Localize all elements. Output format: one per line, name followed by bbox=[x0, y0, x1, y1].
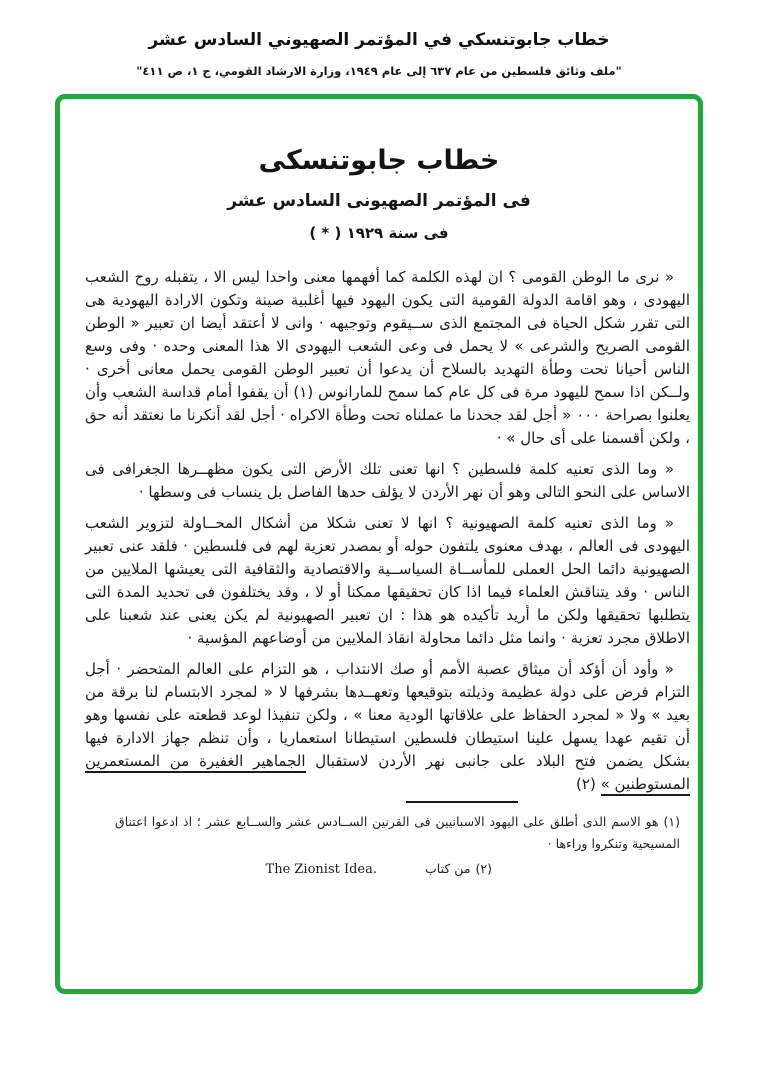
document-dateline: فى سنة ١٩٢٩ ( * ) bbox=[309, 224, 449, 242]
closing-text: « وأود أن أؤكد أن ميثاق عصبة الأمم أو صك الانتداب ، هو التزام على العالم المتحضر · أجل التزام فرض على دولة عظيمة وذيلته بتوقيعها وتعهــدها بشرفها لا « لمجرد الابتسام لنا برقة من بعيد » ولا « لمجرد الحفاظ على علاقاتها الودية معنا » ، ولكن تنفيذا لوعد قطعته على نفسها وهو أن تقيم عهدا يسهل علينا استيطان فلسطين استيطانا استعماريا ، وأن تنظم جهاز الادارة فيها بشكل يضمن فتح البلاد على جانبى نهر الأردن لاستقبال bbox=[85, 660, 690, 770]
paragraph-3: « وما الذى تعنيه كلمة الصهيونية ؟ انها لا تعنى شكلا من أشكال المحــاولة لتزوير الشعب اليهودى فى العالم ، بهدف معنوى يلتفون حوله أو بمصدر تعزية لهم فى فلسطين · فلقد عنى تعبير الصهيونية دائما الحل العملى للمأســاة السياســية والاقتصادية والثقافية التى يعيشها الملايين من الناس · وقد يتناقش العلماء فيما اذا كان تحقيقها ممكنا أو لا ، وقد يختلفون فى تحديد المدة التى يتطلبها تحقيقها ولكن ما أريد تأكيده هو هذا : ان تعبير الصهيونية لم يكن يعنى عند شعبنا على الاطلاق مجرد تعزية · وانما مثل دائما محاولة انقاذ الملايين من أوضاعهم المؤسية · bbox=[85, 514, 690, 647]
footnote-2-latin-title: The Zionist Idea. bbox=[265, 862, 378, 877]
paragraph-2: « وما الذى تعنيه كلمة فلسطين ؟ انها تعنى تلك الأرض التى يكون مظهــرها الجغرافى فى الاساس على النحو التالى وهو أن نهر الأردن لا يؤلف حدها الفاصل بل ينساب فى وسطها · bbox=[85, 460, 690, 501]
closing-underlined-text: الجماهير الغفيرة من المستعمرين المستوطنين » bbox=[85, 752, 690, 796]
footnotes bbox=[60, 811, 698, 881]
paragraph-1: « نرى ما الوطن القومى ؟ ان لهذه الكلمة كما أفهمها معنى واحدا ليس الا ، يتقبله روح الشعب اليهودى ، وهو اقامة الدولة القومية التى يكون اليهود فيها أغلبية صينة وتكون الارادة اليهودية هى التى تقرر شكل الحياة فى المجتمع الذى ســيقوم وتوجيهه · وانى لا أعتقد أيضا ان تعبير « الوطن القومى الصريح والشرعى » لا يحمل فى وعى الشعب اليهودى الا هذا المعنى وحده · وفى وسع الناس أحيانا تحت وطأة التهديد بالسلاح أن يدعوا أن تعبير الوطن القومى يحمل معانى أخرى · ولــكن اذا سمح لليهود مرة فى كل عام كما سمح للمارانوس (١) أن يقفوا أمام قداسة الشعب وأن يعلنوا بصراحة ٠٠٠ « أجل لقد جحدنا ما عملناه تحت وطأة الاكراه · أجل لقد أنكرنا ما نعتقد أنه حق ، ولكن أقسمنا على أى حال » · bbox=[85, 268, 690, 447]
footnote-1 bbox=[115, 811, 680, 855]
footnote-1-marker: (١) bbox=[663, 814, 680, 829]
footnote-2-marker: (٢) bbox=[475, 861, 492, 876]
paragraph-closing bbox=[85, 658, 690, 796]
footnote-2-text: من كتاب bbox=[425, 861, 471, 876]
document-title: خطاب جابوتنسكى bbox=[258, 145, 500, 176]
footnote-separator bbox=[406, 801, 518, 803]
document-body bbox=[60, 266, 698, 796]
closing-footnote-ref: (٢) bbox=[576, 775, 596, 793]
document-frame bbox=[55, 94, 703, 994]
page-header-title: خطاب جابوتنسكي في المؤتمر الصهيوني السادس عشر bbox=[148, 30, 610, 50]
footnote-1-text: هو الاسم الذى أطلق على اليهود الاسبانيين فى القرنين الســادس عشر والســابع عشر ؛ اذ ادعوا اعتناق المسيحية وتنكروا وراءها · bbox=[115, 814, 680, 851]
page-header-source: "ملف وثائق فلسطين من عام ٦٣٧ إلى عام ١٩٤٩، وزارة الارشاد القومي، ج ١، ص ٤١١" bbox=[136, 64, 622, 78]
document-subtitle: فى المؤتمر الصهيونى السادس عشر bbox=[227, 191, 531, 211]
page-header bbox=[0, 0, 758, 78]
footnote-2 bbox=[115, 858, 680, 881]
